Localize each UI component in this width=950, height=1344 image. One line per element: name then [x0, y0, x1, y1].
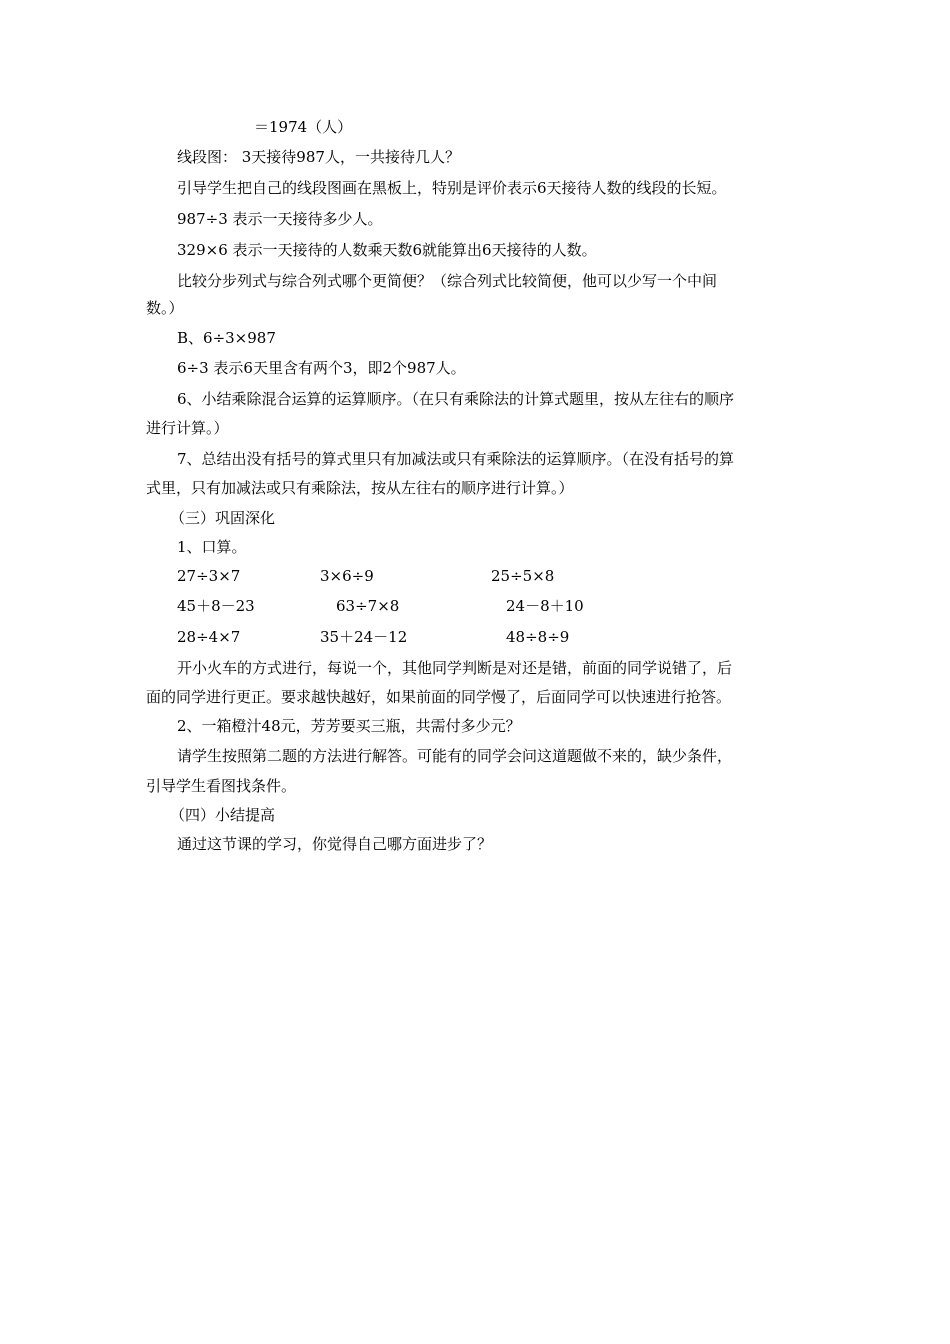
math-expression: 45＋8－23: [177, 597, 255, 615]
paragraph: 329×6 表示一天接待的人数乘天数6就能算出6天接待的人数。: [177, 241, 597, 259]
paragraph-continuation: 数。）: [146, 299, 184, 317]
paragraph: 开小火车的方式进行，每说一个，其他同学判断是对还是错，前面的同学说错了，后: [177, 659, 733, 677]
paragraph: 引导学生把自己的线段图画在黑板上，特别是评价表示6天接待人数的线段的长短。: [177, 179, 727, 197]
math-expression: 3×6÷9: [320, 567, 374, 585]
paragraph: 6÷3 表示6天里含有两个3，即2个987人。: [177, 359, 466, 377]
paragraph: 通过这节课的学习，你觉得自己哪方面进步了？: [177, 835, 493, 853]
math-expression: 63÷7×8: [336, 597, 400, 615]
section-heading: （三）巩固深化: [170, 509, 276, 527]
exercise-1-title: 1、口算。: [177, 538, 247, 556]
paragraph: 987÷3 表示一天接待多少人。: [177, 210, 383, 228]
exercise-2-question: 2、一箱橙汁48元，芳芳要买三瓶，共需付多少元？: [177, 717, 521, 735]
math-expression: 27÷3×7: [177, 567, 241, 585]
math-expression: 28÷4×7: [177, 628, 241, 646]
paragraph-continuation: 式里，只有加减法或只有乘除法，按从左往右的顺序进行计算。）: [146, 479, 574, 497]
method-b: B、6÷3×987: [177, 329, 276, 347]
section-heading: （四）小结提高: [170, 806, 276, 824]
summary-step-7: 7、总结出没有括号的算式里只有加减法或只有乘除法的运算顺序。（在没有括号的算: [177, 450, 735, 468]
paragraph-continuation: 面的同学进行更正。要求越快越好，如果前面的同学慢了，后面同学可以快速进行抢答。: [146, 688, 732, 706]
paragraph: 比较分步列式与综合列式哪个更简便？（综合列式比较简便，他可以少写一个中间: [177, 272, 718, 290]
summary-step-6: 6、小结乘除混合运算的运算顺序。（在只有乘除法的计算式题里，按从左往右的顺序: [177, 390, 735, 408]
math-expression: 24－8＋10: [506, 597, 584, 615]
math-expression: 48÷8÷9: [506, 628, 570, 646]
math-expression: 35＋24－12: [320, 628, 408, 646]
paragraph-continuation: 引导学生看图找条件。: [146, 777, 297, 795]
line-diagram-question: 线段图： 3天接待987人，一共接待几人？: [177, 148, 460, 166]
result-line: ＝1974（人）: [254, 118, 353, 136]
paragraph-continuation: 进行计算。）: [146, 419, 229, 437]
paragraph: 请学生按照第二题的方法进行解答。可能有的同学会问这道题做不来的，缺少条件，: [177, 747, 733, 765]
math-expression: 25÷5×8: [491, 567, 555, 585]
